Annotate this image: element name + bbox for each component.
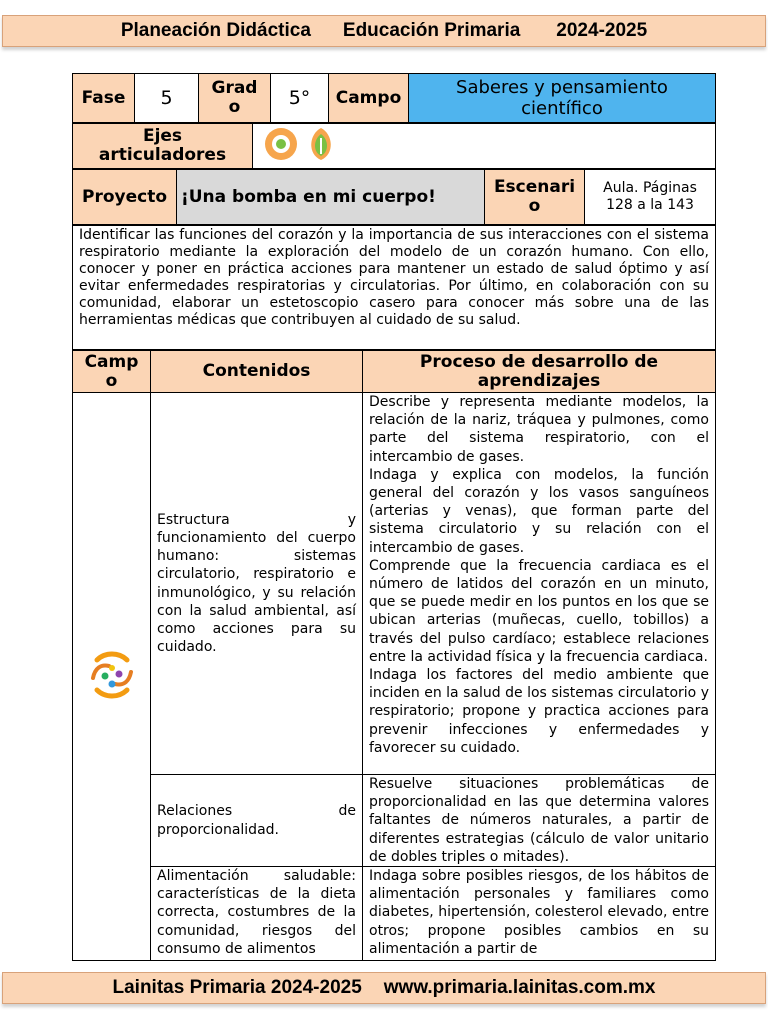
info-row-fase: [72, 73, 716, 123]
eje-vida-saludable-icon: [265, 128, 297, 160]
header-nivel: Educación Primaria: [342, 20, 521, 41]
grado-value: 5°: [271, 74, 329, 123]
table-row: [73, 393, 716, 775]
header-planeacion: Planeación Didáctica: [120, 20, 311, 41]
proceso-item: Describe y representa mediante modelos, la relación de la nariz, tráquea y pulmones, como parte del sistema respiratorio, con el intercambio de gases.: [369, 394, 709, 465]
ejes-icons: [253, 124, 716, 169]
contenido-cell-3: Alimentación saludable: características de la dieta correcta, costumbres de la comunidad, riesgos del consumo de alimentos: [151, 867, 363, 961]
escenario-label: Escenari o: [485, 170, 585, 225]
proyecto-value: ¡Una bomba en mi cuerpo!: [177, 170, 485, 225]
proceso-item: Indaga sobre posibles riesgos, de los hábitos de alimentación personales y familiares como diabetes, hipertensión, colesterol elevado, entre otros; propone posibles cambios en su alimentación a partir de: [369, 868, 709, 957]
saberes-campo-icon: [85, 648, 139, 702]
footer-url: www.primaria.lainitas.com.mx: [383, 977, 656, 998]
planeacion-sheet: [72, 73, 716, 961]
fase-label: Fase: [73, 74, 135, 123]
column-header-proceso: Proceso de desarrollo de aprendizajes: [363, 351, 716, 393]
proceso-item: Indaga y explica con modelos, la función general del corazón y los vasos sanguíneos (arterias y venas), que forman parte del sistema circulatorio y su relación con el intercambio de gases.: [369, 466, 709, 556]
contenido-cell-1: Estructura y funcionamiento del cuerpo humano: sistemas circulatorio, respiratorio e inmunológico, y su relación con la salud ambiental, así como acciones para su cuidado.: [151, 393, 363, 775]
grado-label: Grad o: [199, 74, 271, 123]
footer-sitio: Lainitas Primaria 2024-2025: [112, 977, 362, 998]
proceso-item: Comprende que la frecuencia cardiaca es el número de latidos del corazón en un minuto, que se puede medir en los puntos en los que se ubican arterias (muñecas, cuello, tobillos) a través del pulso cardíaco; establece relaciones entre la actividad física y la frecuencia cardiaca.: [369, 557, 709, 665]
table-row: [73, 867, 716, 961]
column-header-contenidos: Contenidos: [151, 351, 363, 393]
proceso-item: Indaga los factores del medio ambiente que inciden en la salud de los sistemas circulatorio y respiratorio; propone y practica acciones para prevenir infecciones y enfermedades y favorecer su cuidado.: [369, 667, 709, 756]
eje-pensamiento-critico-icon: [311, 128, 331, 160]
content-table: [72, 350, 716, 961]
fase-value: 5: [135, 74, 199, 123]
escenario-value: Aula. Páginas 128 a la 143: [585, 170, 716, 225]
header-ciclo: 2024-2025: [556, 20, 648, 41]
proceso-item: Resuelve situaciones problemáticas de proporcionalidad en las que determina valores faltantes de números naturales, a partir de diferentes estrategias (cálculo de valor unitario de dobles triples o mitades).: [369, 776, 709, 865]
proyecto-label: Proyecto: [73, 170, 177, 225]
description-row: [72, 225, 716, 350]
campo-value: Saberes y pensamiento científico: [409, 74, 716, 123]
info-row-ejes: [72, 123, 716, 169]
footer-banner: [2, 972, 766, 1004]
header-banner: [2, 15, 766, 47]
campo-icon-cell: [73, 393, 151, 961]
column-header-campo: Camp o: [73, 351, 151, 393]
proceso-cell-2: [363, 775, 716, 867]
ejes-label: Ejes articuladores: [73, 124, 253, 169]
info-row-proyecto: [72, 169, 716, 225]
table-row: [73, 775, 716, 867]
description-text: Identificar las funciones del corazón y la importancia de sus interacciones con el sistema respiratorio mediante la exploración del modelo de un corazón humano. Con ello, conocer y poner en práctica acciones para mantener un estado de salud óptimo y así evitar enfermedades respiratorias y circulatorias. Por último, en colaboración con su comunidad, elaborar un estetoscopio casero para conocer más sobre una de las herramientas médicas que contribuyen al cuidado de su salud.: [73, 226, 716, 350]
contenido-cell-2: Relaciones de proporcionalidad.: [151, 775, 363, 867]
proceso-cell-3: [363, 867, 716, 961]
proceso-cell-1: [363, 393, 716, 775]
campo-label: Campo: [329, 74, 409, 123]
ejes-icons-svg: [263, 124, 343, 164]
